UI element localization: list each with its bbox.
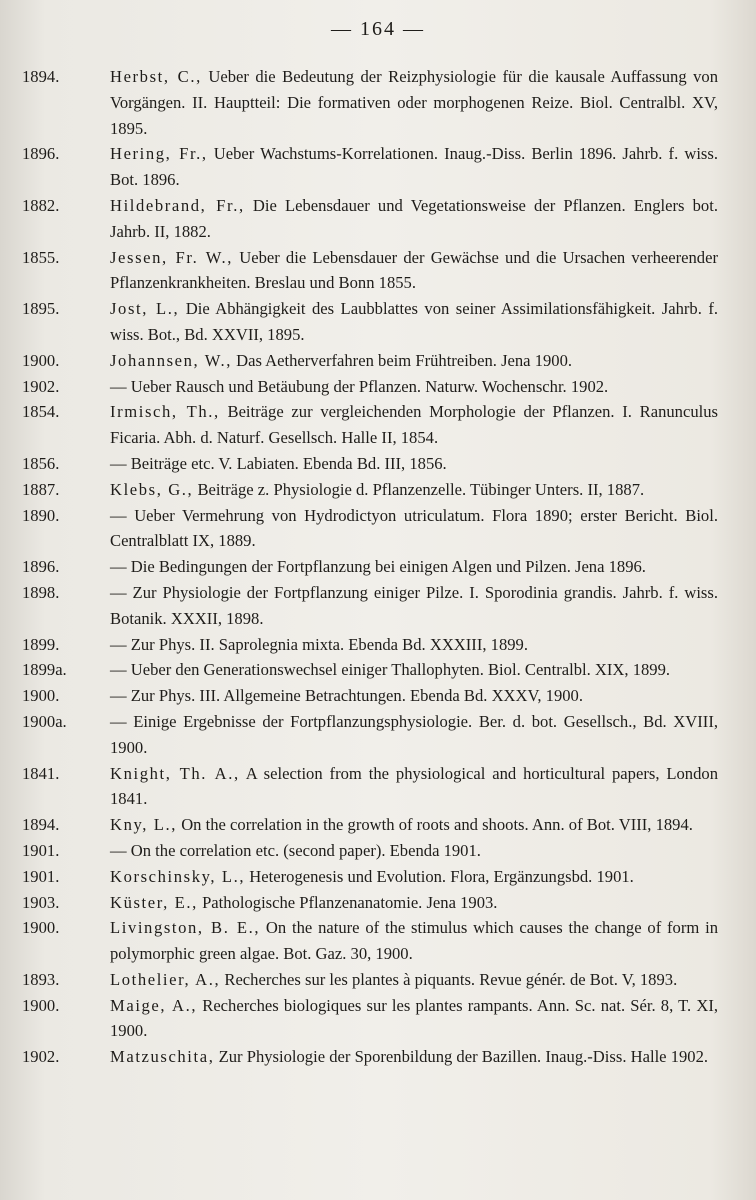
entry-text: Heterogenesis und Evolution. Flora, Ergänzungsbd. 1901. (249, 866, 634, 886)
bibliography-entry (22, 296, 718, 348)
entry-year: 1841. (22, 763, 60, 783)
page-number: — 164 — (331, 18, 425, 40)
bibliography-entry (22, 683, 718, 709)
entry-year: 1887. (22, 479, 60, 499)
bibliography-entry (22, 657, 718, 683)
bibliography-entry (22, 993, 718, 1045)
entry-year: 1894. (22, 67, 60, 86)
entry-text: Die Lebensdauer und Vegetationsweise der Pflanzen. Englers bot. Jahrb. II, 1882. (110, 195, 718, 241)
entry-year: 1896. (22, 144, 60, 164)
bibliography-entry (22, 967, 718, 993)
entry-author: Knight, Th. A., (110, 763, 240, 783)
entry-year: 1856. (22, 453, 60, 473)
entry-text: On the nature of the stimulus which causes the change of form in polymorphic green algae. Bot. Gaz. 30, 1900. (110, 918, 718, 964)
entry-author: Hering, Fr., (110, 144, 208, 164)
entry-year: 1900. (22, 918, 60, 938)
entry-text: — Ueber Vermehrung von Hydrodictyon utriculatum. Flora 1890; erster Bericht. Biol. Centralblatt IX, 1889. (110, 505, 718, 551)
entry-year: 1855. (22, 247, 60, 267)
entry-author: Lothelier, A., (110, 969, 221, 989)
entry-author: Korschinsky, L., (110, 866, 246, 886)
entry-text: Ueber die Bedeutung der Reizphysiologie für die kausale Auffassung von Vorgängen. II. Hauptteil: Die formativen oder morphogenen Reize. Biol. Centralbl. XV, 1895. (110, 67, 718, 138)
entry-year: 1899a. (22, 660, 67, 680)
entry-year: 1900. (22, 995, 60, 1015)
entry-author: Küster, E., (110, 892, 198, 912)
entry-year: 1902. (22, 1047, 60, 1067)
entry-text: — Beiträge etc. V. Labiaten. Ebenda Bd. III, 1856. (110, 453, 447, 473)
entry-text: — On the correlation etc. (second paper). Ebenda 1901. (110, 840, 481, 860)
bibliography-entry (22, 761, 718, 813)
entry-text: — Zur Phys. III. Allgemeine Betrachtungen. Ebenda Bd. XXXV, 1900. (110, 686, 583, 706)
bibliography-entry (22, 399, 718, 451)
bibliography-entry (22, 64, 718, 141)
entry-year: 1895. (22, 299, 60, 319)
bibliography-entry (22, 348, 718, 374)
entry-text: Pathologische Pflanzenanatomie. Jena 1903. (202, 892, 498, 912)
bibliography-entry (22, 864, 718, 890)
entry-text: Beiträge z. Physiologie d. Pflanzenzelle. Tübinger Unters. II, 1887. (197, 479, 645, 499)
entry-author: Kny, L., (110, 815, 178, 835)
entry-text: — Zur Physiologie der Fortpflanzung einiger Pilze. I. Sporodinia grandis. Jahrb. f. wiss. Botanik. XXXII, 1898. (110, 582, 718, 628)
entry-author: Irmisch, Th., (110, 402, 220, 422)
bibliography-entry (22, 374, 718, 400)
entry-year: 1902. (22, 376, 60, 396)
entry-author: Maige, A., (110, 995, 198, 1015)
bibliography-entry (22, 141, 718, 193)
entry-author: Matzuschita, (110, 1047, 215, 1067)
entry-text: — Ueber den Generationswechsel einiger Thallophyten. Biol. Centralbl. XIX, 1899. (110, 660, 671, 680)
bibliography-entry (22, 632, 718, 658)
entry-text: — Die Bedingungen der Fortpflanzung bei einigen Algen und Pilzen. Jena 1896. (110, 557, 646, 577)
entry-author: Jost, L., (110, 299, 180, 319)
entry-author: Herbst, C., (110, 67, 202, 86)
entry-text: — Zur Phys. II. Saprolegnia mixta. Ebenda Bd. XXXIII, 1899. (110, 634, 528, 654)
entry-year: 1898. (22, 582, 60, 602)
entry-text: — Ueber Rausch und Betäubung der Pflanzen. Naturw. Wochenschr. 1902. (110, 376, 609, 396)
entry-author: Hildebrand, Fr., (110, 195, 245, 215)
bibliography-entry (22, 503, 718, 555)
entry-text: Zur Physiologie der Sporenbildung der Bazillen. Inaug.-Diss. Halle 1902. (218, 1047, 709, 1067)
entry-text: Beiträge zur vergleichenden Morphologie der Pflanzen. I. Ranunculus Ficaria. Abh. d. Naturf. Gesellsch. Halle II, 1854. (110, 402, 718, 448)
entry-text: On the correlation in the growth of roots and shoots. Ann. of Bot. VIII, 1894. (181, 815, 693, 835)
entry-year: 1894. (22, 815, 60, 835)
entry-year: 1903. (22, 892, 60, 912)
entry-year: 1890. (22, 505, 60, 525)
entry-year: 1900. (22, 686, 60, 706)
bibliography-entry (22, 580, 718, 632)
bibliography-entry (22, 709, 718, 761)
bibliography-entry (22, 890, 718, 916)
entry-author: Johannsen, W., (110, 350, 232, 370)
entry-year: 1893. (22, 969, 60, 989)
entry-author: Klebs, G., (110, 479, 194, 499)
entry-text: A selection from the physiological and horticultural papers, London 1841. (110, 763, 718, 809)
bibliography-entry (22, 193, 718, 245)
entry-year: 1901. (22, 840, 60, 860)
bibliography-entry (22, 245, 718, 297)
bibliography-entry (22, 477, 718, 503)
entry-year: 1896. (22, 557, 60, 577)
bibliography-entry (22, 554, 718, 580)
entry-text: — Einige Ergebnisse der Fortpflanzungsphysiologie. Ber. d. bot. Gesellsch., Bd. XVIII, 1900. (110, 711, 718, 757)
entry-year: 1854. (22, 402, 60, 422)
entry-text: Recherches sur les plantes à piquants. Revue génér. de Bot. V, 1893. (224, 969, 678, 989)
bibliography-entry (22, 838, 718, 864)
entry-text: Das Aetherverfahren beim Frühtreiben. Jena 1900. (236, 350, 573, 370)
entry-author: Livingston, B. E., (110, 918, 261, 938)
bibliography-entry (22, 1044, 718, 1070)
bibliography-entry (22, 812, 718, 838)
entry-text: Ueber Wachstums-Korrelationen. Inaug.-Diss. Berlin 1896. Jahrb. f. wiss. Bot. 1896. (110, 144, 718, 190)
entry-year: 1899. (22, 634, 60, 654)
entry-author: Jessen, Fr. W., (110, 247, 234, 267)
bibliography-list (22, 64, 718, 1070)
entry-text: Ueber die Lebensdauer der Gewächse und die Ursachen verheerender Pflanzenkrankheiten. Breslau und Bonn 1855. (110, 247, 719, 293)
entry-year: 1901. (22, 866, 60, 886)
entry-year: 1900a. (22, 711, 67, 731)
bibliography-entry (22, 915, 718, 967)
entry-year: 1882. (22, 195, 60, 215)
entry-text: Die Abhängigkeit des Laubblattes von seiner Assimilationsfähigkeit. Jahrb. f. wiss. Bot., Bd. XXVII, 1895. (110, 299, 718, 344)
entry-year: 1900. (22, 350, 60, 370)
entry-text: Recherches biologiques sur les plantes rampants. Ann. Sc. nat. Sér. 8, T. XI, 1900. (110, 995, 718, 1041)
bibliography-entry (22, 451, 718, 477)
